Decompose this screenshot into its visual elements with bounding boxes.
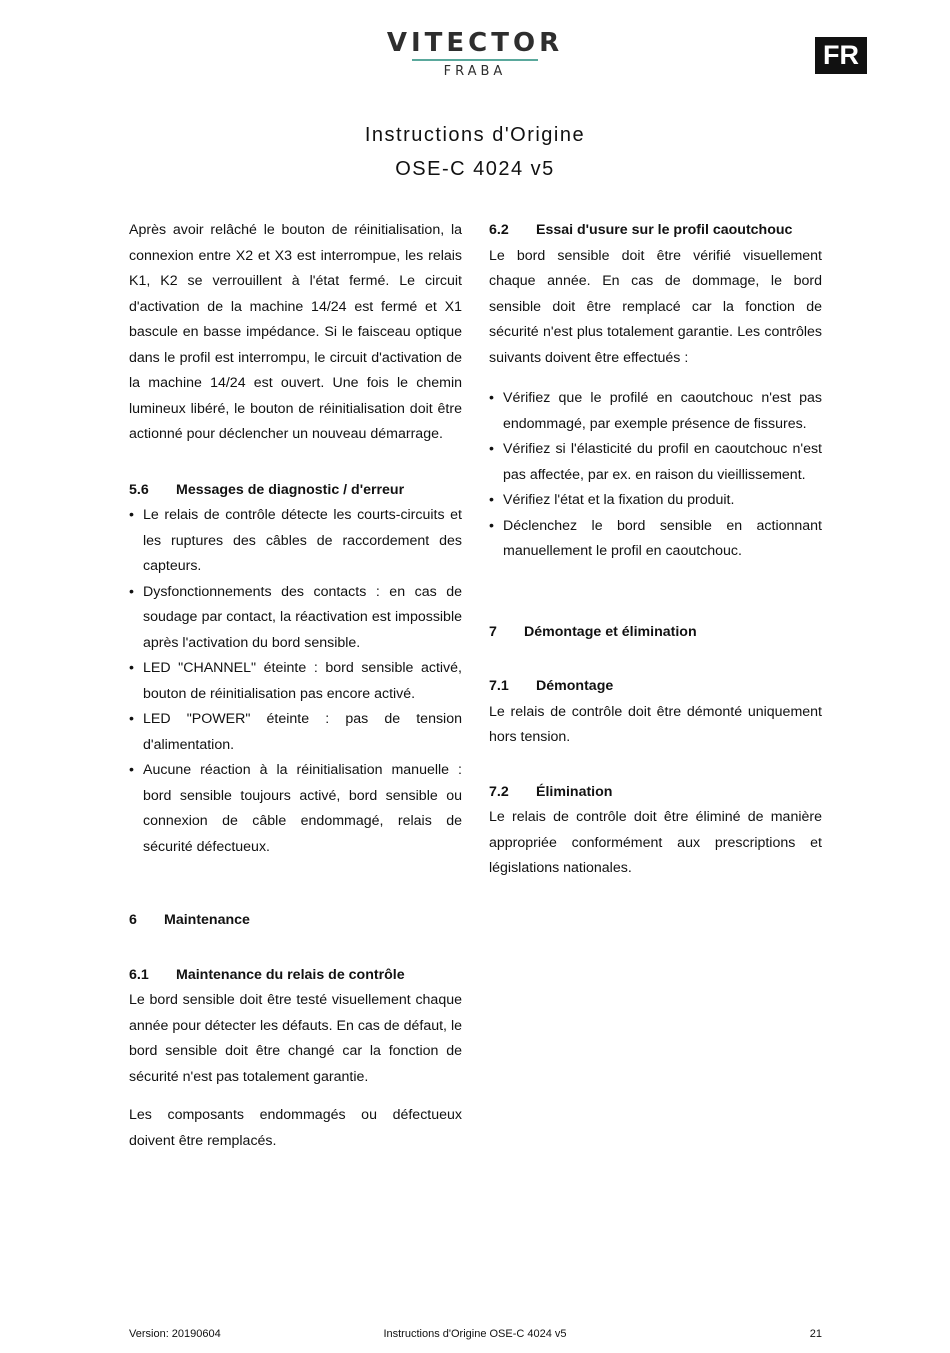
footer-title: Instructions d'Origine OSE-C 4024 v5: [383, 1328, 567, 1340]
section-heading-7-1: [489, 674, 822, 700]
wear-test-paragraph: Le bord sensible doit être vérifié visuellement chaque année. En cas de dommage, le bord sensible doit être remplacé car la fonction de sécurité n'est plus totalement garantie. Les contrôles suivants doivent être effectués :: [489, 247, 822, 366]
section-title: Maintenance du relais de contrôle: [176, 966, 405, 983]
diagnostic-list: [129, 503, 462, 860]
right-column: [489, 218, 822, 882]
section-title: Élimination: [536, 783, 613, 800]
page-number: 21: [809, 1328, 822, 1340]
section-heading-6: [129, 908, 462, 934]
list-item: • Déclenchez le bord sensible en actionnant manuellement le profil en caoutchouc.: [489, 514, 822, 565]
language-badge: FR: [815, 37, 867, 74]
section-title: Maintenance: [164, 912, 250, 928]
section-number: 5.6: [129, 481, 149, 498]
document-subtitle: OSE-C 4024 v5: [395, 158, 555, 180]
section-number: 7: [489, 623, 497, 640]
footer-version: Version: 20190604: [129, 1328, 221, 1340]
list-item: • Vérifiez l'état et la fixation du produit.: [489, 488, 822, 514]
list-item: • LED "CHANNEL" éteinte : bord sensible activé, bouton de réinitialisation pas encore activé.: [129, 656, 462, 707]
list-item: • Aucune réaction à la réinitialisation manuelle : bord sensible toujours activé, bord sensible ou connexion de câble endommagé, relais de sécurité défectueux.: [129, 758, 462, 860]
section-number: 6: [129, 912, 137, 928]
section-number: 7.1: [489, 678, 509, 694]
section-title: Démontage: [536, 678, 614, 694]
list-item: • Vérifiez que le profilé en caoutchouc n'est pas endommagé, par exemple présence de fissures.: [489, 386, 822, 437]
disassembly-paragraph: Le relais de contrôle doit être démonté uniquement hors tension.: [489, 703, 822, 745]
logo-accent-line: [412, 59, 538, 61]
section-heading-7: [489, 620, 822, 646]
vitector-logo: [380, 28, 570, 80]
components-paragraph: Les composants endommagés ou défectueux doivent être remplacés.: [129, 1107, 462, 1149]
list-item: • Le relais de contrôle détecte les courts-circuits et les ruptures des câbles de raccordement des capteurs.: [129, 503, 462, 580]
left-column: [129, 218, 462, 1154]
checks-list: [489, 386, 822, 565]
intro-paragraph: Après avoir relâché le bouton de réinitialisation, la connexion entre X2 et X3 est interrompue, les relais K1, K2 se verrouillent à l'état fermé. Le circuit d'activation de la machine 14/24 est fermé et X1 bascule en basse impédance. Si le faisceau optique dans le profil est interrompu, le circuit d'activation de la machine 14/24 est ouvert. Une fois le chemin lumineux libéré, le bouton de réinitialisation doit être actionné pour déclencher un nouveau démarrage.: [129, 222, 462, 442]
list-item: • Vérifiez si l'élasticité du profil en caoutchouc n'est pas affectée, par ex. en raison du vieillissement.: [489, 437, 822, 488]
section-number: 7.2: [489, 783, 509, 800]
document-title: Instructions d'Origine: [364, 124, 586, 146]
section-heading-7-2: [489, 780, 822, 806]
section-heading-6-2: [489, 218, 822, 244]
section-title: Démontage et élimination: [524, 623, 697, 640]
logo-main-text: VITECTOR: [386, 28, 564, 58]
section-heading-5-6: [129, 478, 462, 504]
logo-sub-text: FRABA: [443, 64, 507, 79]
section-number: 6.2: [489, 222, 509, 238]
section-title: Messages de diagnostic / d'erreur: [176, 481, 405, 498]
section-number: 6.1: [129, 966, 149, 983]
list-item: • LED "POWER" éteinte : pas de tension d'alimentation.: [129, 707, 462, 758]
disposal-paragraph: Le relais de contrôle doit être éliminé de manière appropriée conformément aux prescriptions et législations nationales.: [489, 809, 822, 876]
maintenance-paragraph: Le bord sensible doit être testé visuellement chaque année pour détecter les défauts. En cas de défaut, le bord sensible doit être changé car la fonction de sécurité n'est pas totalement garantie.: [129, 992, 462, 1085]
list-item: • Dysfonctionnements des contacts : en cas de soudage par contact, la réactivation est impossible après l'activation du bord sensible.: [129, 580, 462, 657]
section-title: Essai d'usure sur le profil caoutchouc: [536, 222, 793, 238]
section-heading-6-1: [129, 963, 462, 989]
